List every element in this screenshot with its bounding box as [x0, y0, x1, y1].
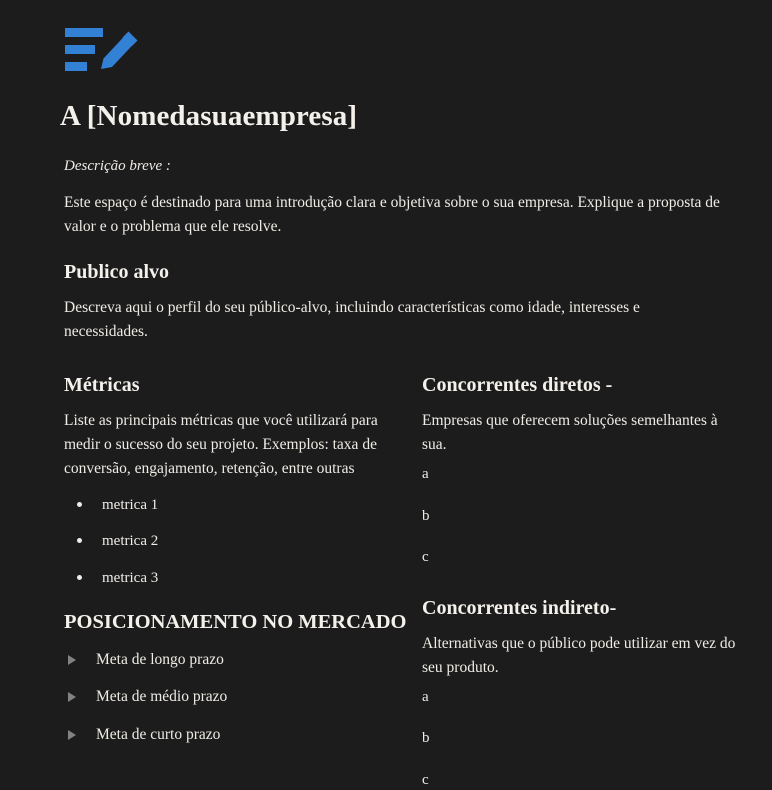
- list-item[interactable]: c: [422, 771, 745, 790]
- indirect-competitors-heading: Concorrentes indireto-: [422, 596, 745, 620]
- list-item[interactable]: [68, 687, 410, 708]
- description-body: Este espaço é destinado para uma introdução clara e objetiva sobre o sua empresa. Explique a proposta de valor e o problema que ele resolve.: [64, 191, 724, 240]
- positioning-heading: POSICIONAMENTO NO MERCADO: [64, 610, 410, 636]
- two-column-area: [58, 373, 732, 790]
- metrics-list: [58, 495, 410, 588]
- positioning-section: [58, 610, 410, 746]
- list-item[interactable]: [76, 568, 410, 588]
- triangle-right-icon[interactable]: [68, 692, 76, 702]
- list-item-label: Meta de médio prazo: [96, 688, 227, 705]
- bullet-dot-icon: [77, 538, 82, 543]
- list-item[interactable]: [76, 495, 410, 515]
- metrics-section: [58, 373, 410, 588]
- positioning-list: [58, 650, 410, 747]
- list-item-label: Meta de curto prazo: [96, 726, 220, 743]
- triangle-right-icon[interactable]: [68, 730, 76, 740]
- audience-body: Descreva aqui o perfil do seu público-alvo, incluindo características como idade, interesses e necessidades.: [64, 296, 724, 345]
- right-column: [415, 373, 745, 790]
- list-item-label: metrica 2: [102, 533, 158, 549]
- direct-competitors-body: Empresas que oferecem soluções semelhantes à sua.: [422, 409, 745, 457]
- document-edit-logo-icon[interactable]: [62, 22, 142, 74]
- metrics-intro: Liste as principais métricas que você utilizará para medir o sucesso do seu projeto. Exemplos: taxa de conversão, engajamento, retenção, entre outras: [64, 409, 410, 482]
- list-item[interactable]: [76, 531, 410, 551]
- list-item[interactable]: b: [422, 729, 745, 749]
- list-item[interactable]: a: [422, 688, 745, 708]
- list-item-label: Meta de longo prazo: [96, 651, 224, 668]
- list-item[interactable]: c: [422, 548, 745, 568]
- direct-competitors-heading: Concorrentes diretos -: [422, 373, 745, 397]
- list-item-label: metrica 1: [102, 497, 158, 513]
- list-item[interactable]: [68, 725, 410, 746]
- page-title: A [Nomedasuaempresa]: [60, 100, 732, 132]
- list-item[interactable]: [68, 650, 410, 671]
- triangle-right-icon[interactable]: [68, 655, 76, 665]
- left-column: [58, 373, 410, 764]
- indirect-competitors-body: Alternativas que o público pode utilizar em vez do seu produto.: [422, 632, 745, 680]
- indirect-competitors-section: [415, 596, 745, 790]
- description-section: [58, 156, 732, 239]
- list-item[interactable]: b: [422, 507, 745, 527]
- list-item-label: metrica 3: [102, 570, 158, 586]
- bullet-dot-icon: [77, 502, 82, 507]
- audience-section: [58, 260, 732, 345]
- bullet-dot-icon: [77, 575, 82, 580]
- list-item[interactable]: a: [422, 465, 745, 485]
- direct-competitors-section: [415, 373, 745, 568]
- audience-heading: Publico alvo: [64, 260, 732, 284]
- description-label: Descrição breve :: [64, 156, 732, 176]
- metrics-heading: Métricas: [64, 373, 410, 397]
